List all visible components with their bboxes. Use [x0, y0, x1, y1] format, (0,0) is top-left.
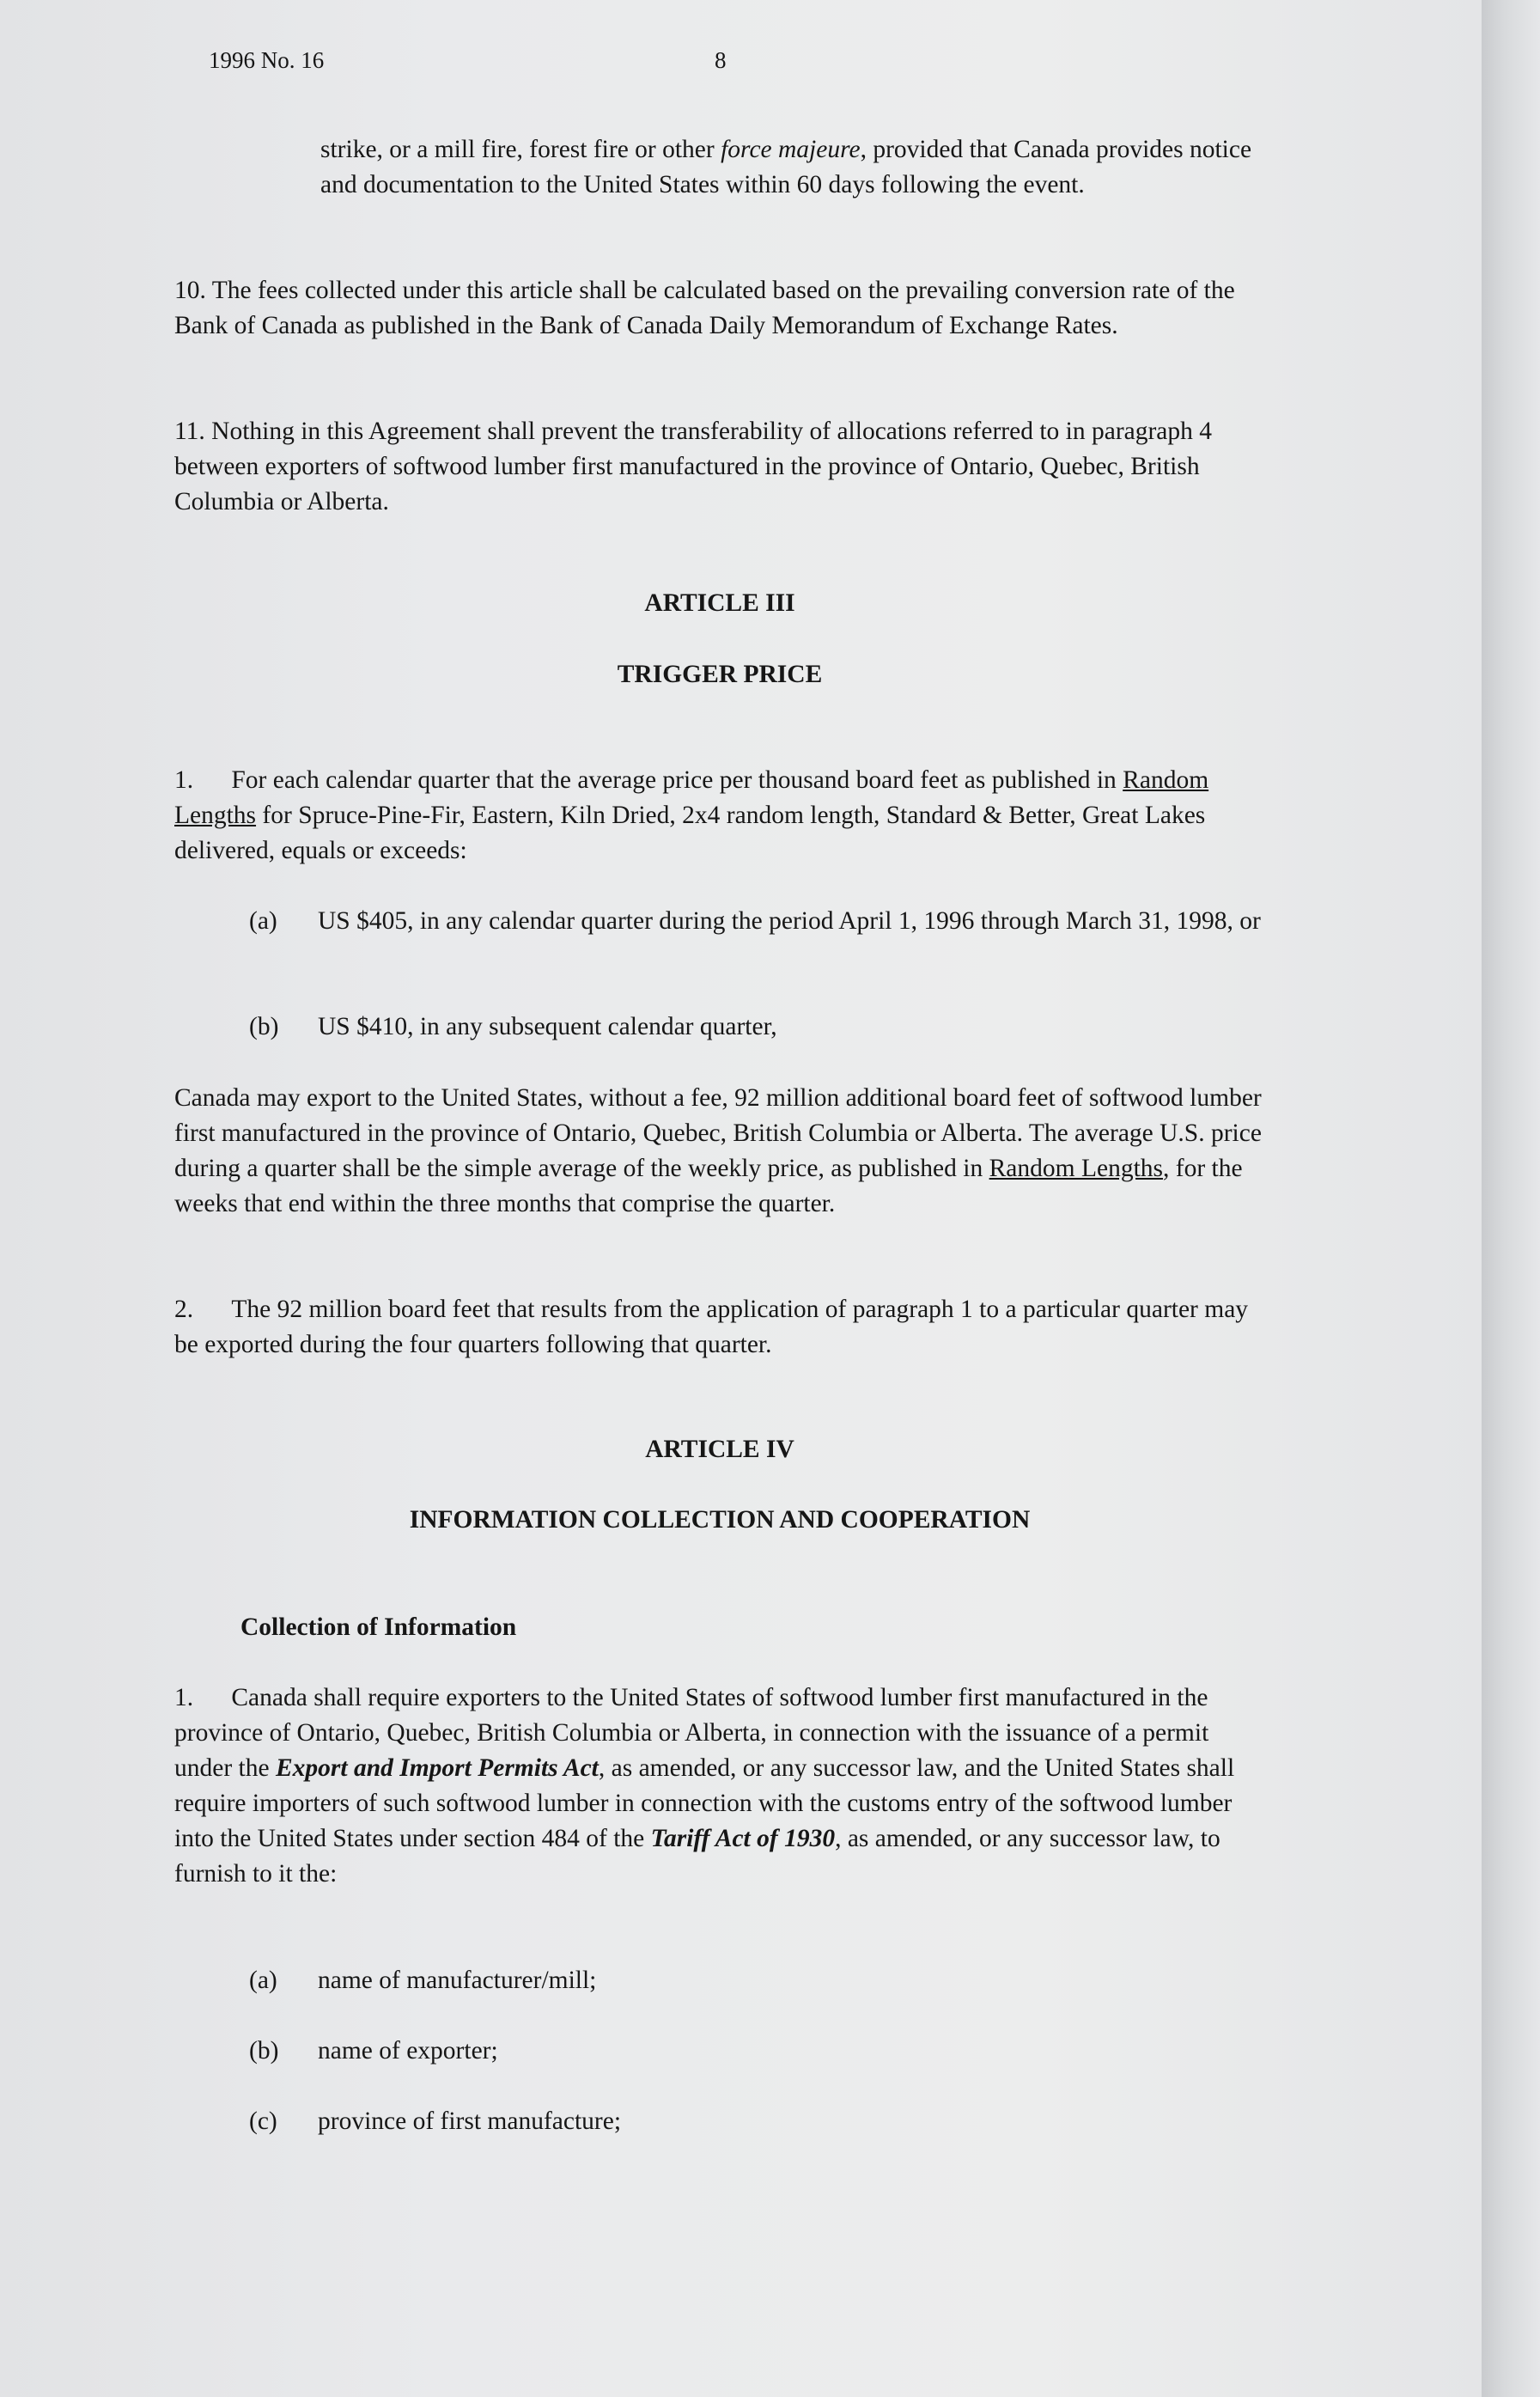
list-label: (b): [249, 1013, 279, 1040]
article-3-follow-paragraph: Canada may export to the United States, without a fee, 92 million additional board feet of softwood lumber first manufactured in the province of Ontario, Quebec, British Columbia or Alberta. The average U.S. price during a quarter shall be the simple average of the weekly price, as published in Random Lengths, for the weeks that end within the three months that comprise the quarter.: [174, 1084, 1262, 1217]
force-majeure-term: force majeure: [721, 136, 861, 163]
paragraph-10: 10. The fees collected under this article shall be calculated based on the prevailing conversion rate of the Bank of Canada as published in the Bank of Canada Daily Memorandum of Exchange Rates.: [174, 277, 1235, 339]
list-text: name of exporter;: [318, 2037, 498, 2065]
article-4-paragraph-1: 1. Canada shall require exporters to the United States of softwood lumber first manufactured in the province of Ontario, Quebec, British Columbia or Alberta, in connection with the issuance of a permit under the Export and Import Permits Act, as amended, or any successor law, and the United States shall require importers of such softwood lumber in connection with the customs entry of the softwood lumber into the United States under section 484 of the Tariff Act of 1930, as amended, or any successor law, to furnish to it the:: [174, 1684, 1235, 1888]
paragraph-11: 11. Nothing in this Agreement shall prevent the transferability of allocations referred to in paragraph 4 between exporters of softwood lumber first manufactured in the province of Ontario, Quebec, British Columbia or Alberta.: [174, 418, 1213, 515]
list-label: (a): [249, 907, 277, 935]
list-item-a: [249, 1963, 1280, 1998]
list-text: US $410, in any subsequent calendar quarter,: [318, 1013, 777, 1040]
list-item-c: [249, 2104, 1280, 2139]
list-text: province of first manufacture;: [318, 2107, 622, 2135]
act-title: Tariff Act of 1930: [650, 1825, 836, 1852]
running-header: 1996 No. 16: [209, 47, 325, 73]
article-3-subheading: TRIGGER PRICE: [617, 661, 823, 688]
list-text: US $405, in any calendar quarter during the period April 1, 1996 through March 31, 1998, or: [318, 907, 1261, 935]
page-edge-shadow: [1482, 0, 1540, 2397]
article-4-heading: ARTICLE IV: [645, 1436, 794, 1463]
article-3-paragraph-1: 1. For each calendar quarter that the average price per thousand board feet as published in Random Lengths for Spruce-Pine-Fir, Eastern, Kiln Dried, 2x4 random length, Standard & Better, Great Lakes delivered, equals or exceeds:: [174, 766, 1209, 864]
section-heading: Collection of Information: [240, 1613, 517, 1641]
list-item-a: [249, 904, 1280, 939]
list-label: (b): [249, 2037, 279, 2065]
random-lengths-reference: Random Lengths: [174, 766, 1209, 829]
article-4-subheading: INFORMATION COLLECTION AND COOPERATION: [409, 1506, 1031, 1534]
page-number: 8: [715, 47, 727, 73]
list-label: (a): [249, 1967, 277, 1994]
article-3-heading: ARTICLE III: [644, 589, 795, 617]
act-title: Export and Import Permits Act: [275, 1754, 599, 1782]
list-label: (c): [249, 2107, 277, 2135]
list-item-b: [249, 2034, 1280, 2069]
article-3-paragraph-2: 2. The 92 million board feet that results from the application of paragraph 1 to a particular quarter may be exported during the four quarters following that quarter.: [174, 1296, 1249, 1358]
continuation-paragraph: strike, or a mill fire, forest fire or other force majeure, provided that Canada provides notice and documentation to the United States within 60 days following the event.: [320, 136, 1252, 198]
list-item-b: [249, 1009, 1280, 1045]
random-lengths-reference: Random Lengths: [989, 1155, 1163, 1182]
list-text: name of manufacturer/mill;: [318, 1967, 597, 1994]
